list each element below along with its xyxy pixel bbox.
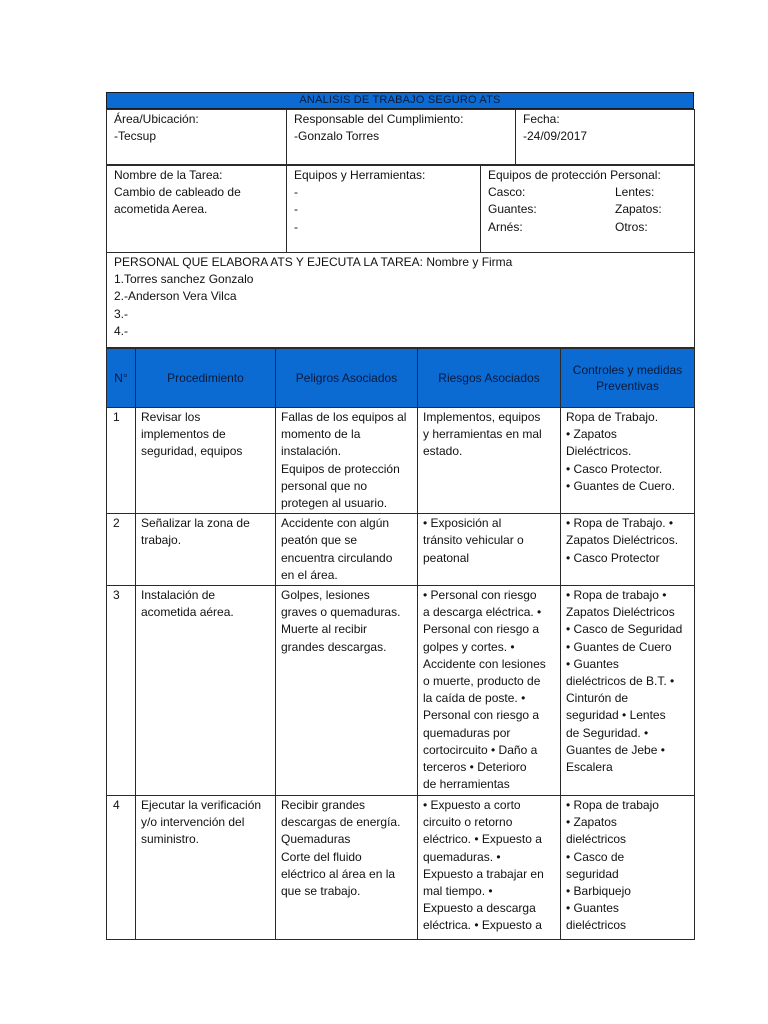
- control-line: seguridad: [566, 866, 619, 881]
- row-number: 3: [107, 586, 136, 796]
- risk-line: eléctrica. • Expuesto a: [423, 918, 542, 933]
- location-cell: [107, 110, 287, 165]
- header-table: [106, 109, 695, 165]
- task-name-label: Nombre de la Tarea:: [114, 168, 223, 182]
- hazard-line: Golpes, lesiones: [281, 588, 370, 603]
- tools-item: -: [294, 202, 298, 217]
- task-name-line: Cambio de cableado de: [114, 185, 241, 200]
- risk-line: quemaduras por: [423, 725, 511, 740]
- risk-line: Personal con riesgo a: [423, 708, 540, 723]
- risk-line: • Expuesto a corto: [423, 798, 521, 813]
- control-line: Zapatos Dieléctricos.: [566, 533, 679, 548]
- procedure-table-body: [107, 408, 695, 940]
- risk-line: eléctrico. • Expuesto a: [423, 832, 542, 847]
- procedure-line: Instalación de: [141, 588, 216, 603]
- ppe-cell: [481, 166, 695, 253]
- hazard-line: Accidente con algún: [281, 516, 390, 531]
- column-header-number: N°: [107, 349, 136, 408]
- control-line: dieléctricos: [566, 918, 627, 933]
- controls-cell: [561, 796, 695, 940]
- procedure-cell: [136, 408, 276, 514]
- hazard-line: en el área.: [281, 567, 338, 582]
- hazard-line: momento de la: [281, 427, 361, 442]
- hazard-line: Muerte al recibir: [281, 622, 368, 637]
- risk-line: terceros • Deterioro: [423, 760, 527, 775]
- hazards-cell: [276, 514, 418, 586]
- control-line: • Casco de: [566, 849, 625, 864]
- tools-cell: [287, 166, 481, 253]
- control-line: • Guantes: [566, 901, 619, 916]
- control-line: de Seguridad. •: [566, 725, 649, 740]
- control-line: • Zapatos: [566, 815, 617, 830]
- risks-cell: [418, 408, 561, 514]
- tools-label: Equipos y Herramientas:: [294, 168, 426, 182]
- control-line: • Casco Protector: [566, 550, 660, 565]
- date-value: -24/09/2017: [523, 129, 588, 144]
- risk-line: o muerte, producto de: [423, 674, 541, 689]
- task-name-cell: [107, 166, 287, 253]
- risk-line: Implementos, equipos: [423, 410, 541, 424]
- procedure-cell: [136, 796, 276, 940]
- risk-line: golpes y cortes. •: [423, 639, 515, 654]
- responsible-cell: [287, 110, 516, 165]
- hazard-line: personal que no: [281, 478, 368, 493]
- risks-cell: [418, 796, 561, 940]
- hazard-line: Recibir grandes: [281, 798, 366, 813]
- control-line: Dieléctricos.: [566, 444, 632, 459]
- responsible-value: -Gonzalo Torres: [294, 129, 380, 144]
- location-value: -Tecsup: [114, 129, 157, 144]
- control-line: • Casco de Seguridad: [566, 622, 683, 637]
- control-line: seguridad • Lentes: [566, 708, 666, 723]
- control-line: • Casco Protector.: [566, 461, 663, 476]
- risk-line: Accidente con lesiones: [423, 656, 546, 671]
- risk-line: cortocircuito • Daño a: [423, 742, 538, 757]
- control-line: • Guantes de Cuero.: [566, 478, 675, 493]
- table-row: [107, 514, 695, 586]
- column-header-risks: Riesgos Asociados: [418, 349, 561, 408]
- controls-cell: [561, 514, 695, 586]
- risks-cell: [418, 586, 561, 796]
- column-header-procedure: Procedimiento: [136, 349, 276, 408]
- control-line: Guantes de Jebe •: [566, 742, 665, 757]
- procedure-line: implementos de: [141, 427, 226, 442]
- hazard-line: grandes descargas.: [281, 639, 387, 654]
- risk-line: y herramientas en mal: [423, 427, 542, 442]
- procedure-line: y/o intervención del: [141, 815, 245, 830]
- control-line: dieléctricos: [566, 832, 627, 847]
- procedure-line: Ejecutar la verificación: [141, 798, 262, 813]
- table-row: [107, 408, 695, 514]
- column-header-controls: Controles y medidas Preventivas: [561, 349, 695, 408]
- tools-item: -: [294, 219, 298, 234]
- risk-line: Expuesto a trabajar en: [423, 866, 544, 881]
- control-line: • Barbiquejo: [566, 884, 631, 899]
- risk-line: la caída de poste. •: [423, 691, 526, 706]
- column-header-hazards: Peligros Asociados: [276, 349, 418, 408]
- document-title: ANALISIS DE TRABAJO SEGURO ATS: [106, 92, 694, 109]
- ppe-list: [488, 184, 687, 236]
- risk-line: tránsito vehicular o: [423, 533, 524, 548]
- risk-line: mal tiempo. •: [423, 884, 493, 899]
- hazard-line: Equipos de protección: [281, 461, 400, 476]
- procedure-line: seguridad, equipos: [141, 444, 243, 459]
- control-line: • Zapatos: [566, 427, 617, 442]
- date-label: Fecha:: [523, 112, 560, 126]
- control-line: Ropa de Trabajo.: [566, 410, 659, 424]
- control-line: • Ropa de trabajo •: [566, 588, 667, 603]
- hazard-line: que se trabajo.: [281, 884, 361, 899]
- controls-cell: [561, 408, 695, 514]
- risk-line: a descarga eléctrica. •: [423, 605, 542, 620]
- hazard-line: Fallas de los equipos al: [281, 410, 407, 424]
- control-line: • Ropa de Trabajo. •: [566, 516, 674, 531]
- procedure-cell: [136, 586, 276, 796]
- ppe-item: Guantes:: [488, 202, 537, 217]
- control-line: Cinturón de: [566, 691, 629, 706]
- row-number: 1: [107, 408, 136, 514]
- row-number: 2: [107, 514, 136, 586]
- location-label: Área/Ubicación:: [114, 112, 199, 126]
- personnel-line: 2.-Anderson Vera Vilca: [114, 289, 237, 304]
- responsible-label: Responsable del Cumplimiento:: [294, 112, 464, 126]
- control-line: Zapatos Dieléctricos: [566, 605, 675, 620]
- ppe-item: Lentes:: [615, 185, 655, 200]
- risk-line: peatonal: [423, 550, 470, 565]
- hazard-line: Corte del fluido: [281, 849, 362, 864]
- personnel-label: PERSONAL QUE ELABORA ATS Y EJECUTA LA TAREA: Nombre y Firma: [114, 255, 513, 269]
- tools-item: -: [294, 185, 298, 200]
- procedure-line: trabajo.: [141, 533, 182, 548]
- personnel-line: 3.-: [114, 306, 129, 321]
- risk-line: • Exposición al: [423, 516, 502, 531]
- ppe-item: Casco:: [488, 185, 526, 200]
- hazard-line: Quemaduras: [281, 832, 351, 847]
- ppe-label: Equipos de protección Personal:: [488, 168, 661, 182]
- hazard-line: eléctrico al área en la: [281, 866, 396, 881]
- risk-line: estado.: [423, 444, 463, 459]
- hazard-line: descargas de energía.: [281, 815, 401, 830]
- hazards-cell: [276, 796, 418, 940]
- task-table: [106, 165, 695, 348]
- hazard-line: instalación.: [281, 444, 342, 459]
- table-row: [107, 586, 695, 796]
- date-cell: [516, 110, 695, 165]
- controls-cell: [561, 586, 695, 796]
- control-line: • Guantes de Cuero: [566, 639, 672, 654]
- risk-line: • Personal con riesgo: [423, 588, 537, 603]
- risks-cell: [418, 514, 561, 586]
- ppe-item: Arnés:: [488, 219, 523, 234]
- row-number: 4: [107, 796, 136, 940]
- personnel-line: 4.-: [114, 323, 129, 338]
- control-line: dieléctricos de B.T. •: [566, 674, 675, 689]
- ppe-item: Zapatos:: [615, 202, 662, 217]
- personnel-cell: [107, 253, 695, 348]
- hazard-line: peatón que se: [281, 533, 358, 548]
- hazards-cell: [276, 586, 418, 796]
- risk-line: de herramientas: [423, 777, 510, 792]
- hazards-cell: [276, 408, 418, 514]
- procedure-table-header: [107, 349, 695, 408]
- control-line: Escalera: [566, 760, 613, 775]
- ats-document: [106, 92, 694, 940]
- table-row: [107, 796, 695, 940]
- hazard-line: protegen al usuario.: [281, 496, 388, 511]
- risk-line: quemaduras. •: [423, 849, 501, 864]
- control-line: • Ropa de trabajo: [566, 798, 659, 813]
- ppe-item: Otros:: [615, 219, 648, 234]
- risk-line: Personal con riesgo a: [423, 622, 540, 637]
- procedure-table: [106, 348, 695, 940]
- risk-line: circuito o retorno: [423, 815, 513, 830]
- hazard-line: encuentra circulando: [281, 550, 393, 565]
- control-line: • Guantes: [566, 656, 619, 671]
- procedure-line: Señalizar la zona de: [141, 516, 250, 531]
- task-name-line: acometida Aerea.: [114, 202, 208, 217]
- procedure-line: suministro.: [141, 832, 200, 847]
- procedure-line: acometida aérea.: [141, 605, 234, 620]
- hazard-line: graves o quemaduras.: [281, 605, 401, 620]
- procedure-line: Revisar los: [141, 410, 201, 424]
- personnel-line: 1.Torres sanchez Gonzalo: [114, 272, 254, 287]
- risk-line: Expuesto a descarga: [423, 901, 536, 916]
- procedure-cell: [136, 514, 276, 586]
